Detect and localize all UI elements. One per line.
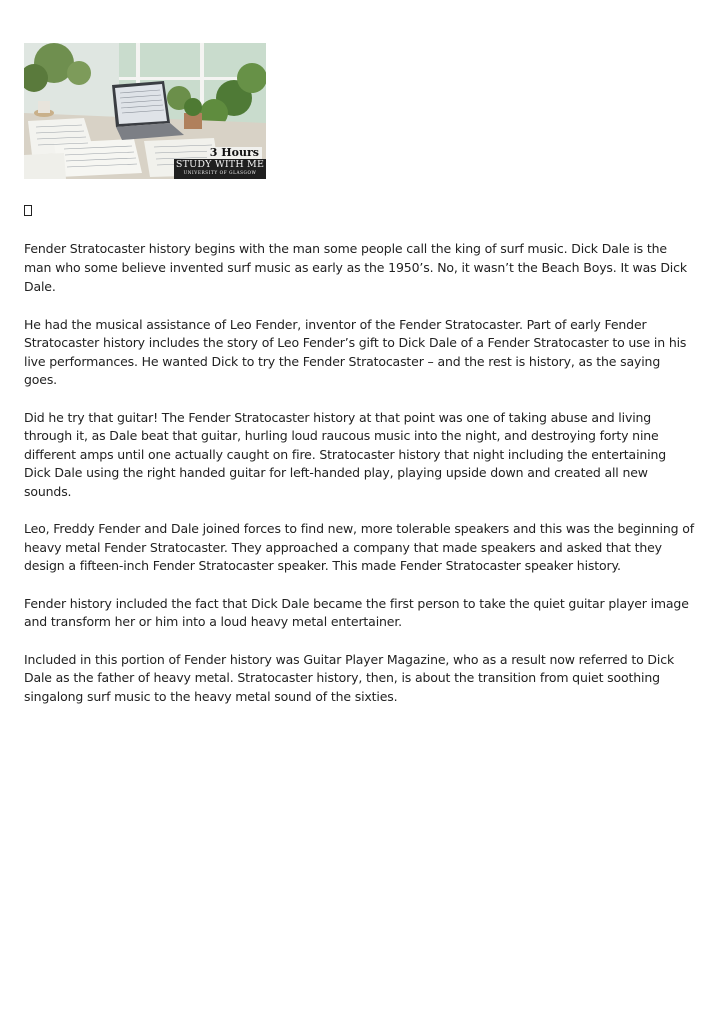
paragraph-3: Did he try that guitar! The Fender Stratocaster history at that point was one of taking abuse and living through it, as Dale beat that guitar, hurling loud raucous music into the night, and destroying forty nine different amps until one actually caught on fire. Stratocaster history that night including the entertaining Dick Dale using the right handed guitar for left-handed play, playing upside down and created all new sounds.	[24, 409, 667, 499]
thumbnail-caption-subtitle: UNIVERSITY OF GLASGOW	[183, 170, 257, 175]
article-body	[24, 240, 696, 725]
paragraph-1	[24, 240, 696, 297]
study-thumbnail-image[interactable]	[24, 43, 266, 179]
paragraph-1-text-start: Fender Stratocaster history begins with the man some people call the king of surf music. Dick Dale is the man who some believe invented surf music as early as the 1950’s. No, it wasn’t the Beach	[24, 241, 667, 275]
thumbnail-caption-hours: 3 Hours	[207, 147, 262, 159]
paragraph-4: Leo, Freddy Fender and Dale joined forces to find new, more tolerable speakers and this was the beginning of heavy metal Fender Stratocaster. They approached a company that made speakers and asked that they design a fifteen-inch Fender Stratocaster speaker. This made Fender Stratocaster speaker history.	[24, 521, 694, 573]
thumbnail-caption-banner	[174, 159, 266, 179]
paragraph-5: Fender history included the fact that Dick Dale became the first person to take the quiet guitar player image and transform her or him into a loud heavy metal entertainer.	[24, 595, 689, 629]
missing-glyph-box-icon	[24, 205, 32, 216]
paragraph-1-text-end: Boys. It was Dick Dale.	[24, 259, 687, 294]
paragraph-2: He had the musical assistance of Leo Fender, inventor of the Fender Stratocaster. Part of early Fender Stratocaster history includes the story of Leo Fender’s gift to Dick Dale of a Fender Stratocaster to use in his live performances. He wanted Dick to try the Fender Stratocaster – and the rest is history, as the saying goes.	[24, 316, 687, 387]
thumbnail-caption-title: STUDY WITH ME	[175, 159, 265, 170]
paragraph-6: Included in this portion of Fender history was Guitar Player Magazine, who as a result now referred to Dick Dale as the father of heavy metal. Stratocaster history, then, is about the transition from quiet soothing singalong surf music to the heavy metal sound of the sixties.	[24, 651, 675, 704]
